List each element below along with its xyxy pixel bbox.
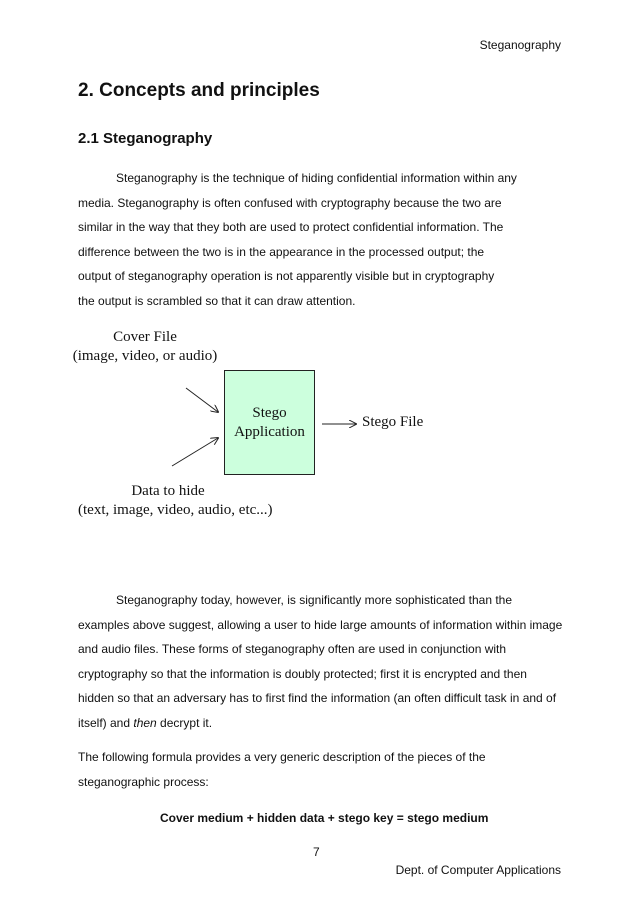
arrow-data-to-app (172, 438, 218, 466)
box-line-2: Application (234, 424, 305, 440)
data-to-hide-types: (text, image, video, audio, etc...) (78, 502, 273, 518)
page-number: 7 (313, 845, 320, 859)
text-line: hidden so that an adversary has to first find the information (an often difficult task in and of (78, 691, 557, 705)
stego-file-label: Stego File (362, 414, 424, 430)
section-heading: 2. Concepts and principles (78, 80, 320, 101)
paragraph-formula-intro (78, 745, 578, 794)
emphasis-text: then (133, 715, 157, 730)
running-footer: Dept. of Computer Applications (395, 863, 561, 877)
text-line: output of steganography operation is not apparently visible but in cryptography (78, 269, 495, 283)
cover-file-label (70, 328, 220, 366)
cover-file-title: Cover File (113, 329, 177, 345)
box-line-1: Stego (252, 405, 287, 421)
text-line: the output is scrambled so that it can draw attention. (78, 293, 356, 308)
running-header: Steganography (479, 38, 561, 52)
text-line: The following formula provides a very generic description of the pieces of the (78, 750, 486, 764)
data-to-hide-label (78, 482, 273, 520)
text-line: Steganography today, however, is significantly more sophisticated than the (116, 593, 513, 607)
data-to-hide-title: Data to hide (131, 483, 205, 499)
stego-formula: Cover medium + hidden data + stego key = stego medium (160, 811, 489, 825)
text-line: and audio files. These forms of steganography often are used in conjunction with (78, 642, 507, 656)
cover-file-types: (image, video, or audio) (72, 348, 218, 364)
steganography-diagram (70, 322, 430, 527)
text-line (78, 711, 578, 736)
text-line: difference between the two is in the appearance in the processed output; the (78, 244, 485, 259)
subsection-heading: 2.1 Steganography (78, 130, 213, 147)
text-line: steganographic process: (78, 774, 209, 789)
text-line: similar in the way that they both are used to protect confidential information. The (78, 220, 504, 234)
text-line: examples above suggest, allowing a user to hide large amounts of information within image (78, 617, 563, 632)
stego-application-label (224, 404, 315, 442)
text-line: Steganography is the technique of hiding confidential information within any (116, 171, 517, 185)
text-line: cryptography so that the information is doubly protected; first it is encrypted and then (78, 666, 527, 681)
arrow-cover-to-app (186, 388, 218, 412)
text-segment: itself) and (78, 715, 134, 730)
text-segment: decrypt it. (156, 715, 213, 730)
text-line: media. Steganography is often confused with cryptography because the two are (78, 195, 502, 210)
paragraph-modern (78, 588, 578, 735)
paragraph-intro (78, 166, 578, 313)
